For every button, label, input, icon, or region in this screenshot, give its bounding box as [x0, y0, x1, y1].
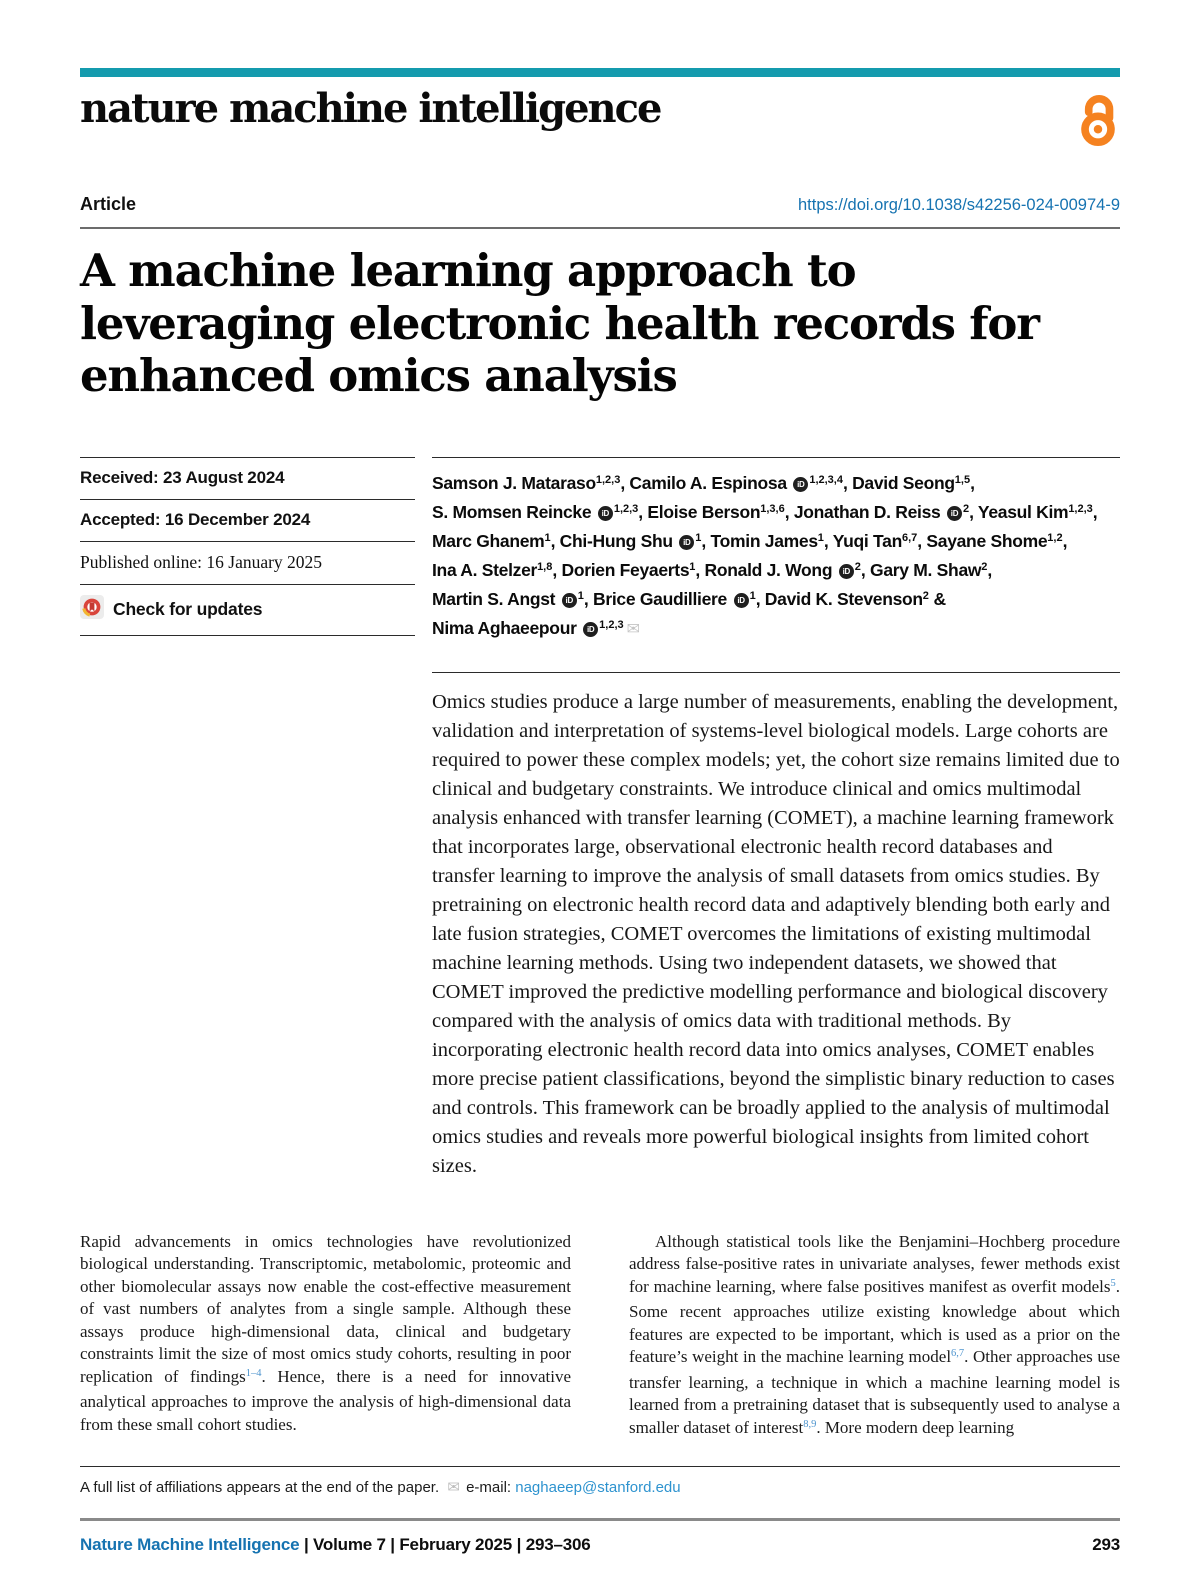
crossmark-icon: [80, 595, 104, 624]
orcid-icon[interactable]: iD: [793, 477, 808, 492]
masthead: [80, 87, 1120, 152]
received-date: Received: 23 August 2024: [80, 457, 415, 499]
affiliation-superscript: 1,2: [1047, 531, 1063, 544]
affiliation-superscript: 1,2,3: [595, 473, 621, 486]
body-column-left: [80, 1231, 571, 1443]
affiliation-superscript: 1,2,3: [599, 618, 624, 631]
body-column-right: [629, 1231, 1120, 1443]
affiliation-superscript: 1: [544, 531, 551, 544]
article-type-label: Article: [80, 194, 137, 214]
orcid-icon[interactable]: iD: [598, 506, 613, 521]
open-access-icon: [1076, 91, 1120, 152]
body-paragraph: Although statistical tools like the Benjamini–Hochberg procedure address false-positive rates in univariate analyses, fewer methods exist for machine learning, where false positives manifest as overfit models$^5$. Some recent approaches utilize existing knowledge about which features are expected to be important, which is used as a prior on the feature’s weight in the machine learning model$^{6,7}$. Other approaches use transfer learning, a technique in which a machine learning model is learned from a pretraining dataset that is subsequently used to analyse a smaller dataset of interest$^{8,9}$. More modern deep learning: [629, 1231, 1120, 1437]
email-envelope-icon: ✉: [447, 1479, 460, 1497]
email-link[interactable]: naghaeep@stanford.edu: [515, 1479, 681, 1497]
affiliation-superscript: 1,2,3: [613, 502, 639, 515]
orcid-icon[interactable]: iD: [839, 564, 854, 579]
affiliation-superscript: 6,7: [901, 531, 918, 544]
affiliation-superscript: 1: [695, 531, 702, 544]
footer-pages: 293–306: [525, 1535, 591, 1555]
journal-logo: nature machine intelligence: [80, 85, 661, 132]
author-list: [432, 457, 1120, 644]
author-line: Marc Ghanem$^1$, Chi-Hung Shu iD $^1$, Tomin James$^1$, Yuqi Tan$^{6,7}$, Sayane Shome$^{1,2}$,: [432, 530, 1068, 551]
accepted-date: Accepted: 16 December 2024: [80, 499, 415, 541]
check-for-updates-button[interactable]: [80, 584, 415, 636]
orcid-icon[interactable]: iD: [562, 593, 577, 608]
footer-divider: [80, 1518, 1120, 1521]
author-line: S. Momsen Reincke iD $^{1,2,3}$, Eloise Berson$^{1,3,6}$, Jonathan D. Reiss iD $^2$, Yeasul Kim$^{1,2,3}$,: [432, 501, 1098, 522]
footer-journal-link[interactable]: Nature Machine Intelligence: [80, 1535, 300, 1555]
reference-link[interactable]: 5: [1110, 1277, 1116, 1289]
affiliation-superscript: 1: [577, 589, 584, 602]
footer-issue-date: February 2025: [399, 1535, 513, 1555]
check-for-updates-label[interactable]: Check for updates: [113, 598, 263, 619]
author-line: Martin S. Angst iD $^1$, Brice Gaudilliere iD $^1$, David K. Stevenson$^2$ &: [432, 588, 946, 609]
affiliation-superscript: 1: [749, 589, 756, 602]
affiliation-superscript: 2: [854, 560, 861, 573]
reference-link[interactable]: 6,7: [951, 1348, 965, 1360]
affiliations-footnote: [80, 1466, 1120, 1496]
article-header: [80, 194, 1120, 229]
meta-and-authors: [80, 457, 1120, 644]
body-columns: [80, 1231, 1120, 1443]
affiliation-superscript: 2: [963, 502, 970, 515]
page-number: 293: [1092, 1535, 1120, 1555]
dates-column: [80, 457, 415, 644]
author-line: Nima Aghaeepour iD $^{1,2,3}$ ✉: [432, 617, 640, 638]
journal-brand-bar: [80, 68, 1120, 77]
body-paragraph: Rapid advancements in omics technologies have revolutionized biological understanding. Transcriptomic, metabolomic, proteomic and other biomolecular assays now enable the cost-effective measurement of vast numbers of analytes from a single sample. Although these assays produce high-dimensional data, clinical and budgetary constraints limit the size of most omics study cohorts, resulting in poor replication of findings$^{1-4}$. Hence, there is a need for innovative analytical approaches to improve the analysis of high-dimensional data from these small cohort studies.: [80, 1231, 571, 1434]
orcid-icon[interactable]: iD: [734, 593, 749, 608]
affiliation-superscript: 1,5: [954, 473, 971, 486]
doi-link[interactable]: https://doi.org/10.1038/s42256-024-00974-9: [798, 196, 1120, 214]
article-title: A machine learning approach to leveraging electronic health records for enhanced omics analysis: [80, 244, 1039, 403]
reference-link[interactable]: 8,9: [803, 1418, 817, 1430]
orcid-icon[interactable]: iD: [947, 506, 962, 521]
affiliation-superscript: 1: [689, 560, 696, 573]
abstract-text: Omics studies produce a large number of measurements, enabling the development, validation and interpretation of systems-level biological models. Large cohorts are required to power these complex models; yet, the cohort size remains limited due to clinical and budgetary constraints. We introduce clinical and omics multimodal analysis enhanced with transfer learning (COMET), a machine learning framework that incorporates large, observational electronic health record databases and transfer learning to improve the analysis of small datasets from omics studies. By pretraining on electronic health record data and adaptively blending both early and late fusion strategies, COMET overcomes the limitations of existing multimodal machine learning methods. Using two independent datasets, we showed that COMET improved the predictive modelling performance and biological discovery compared with the analysis of omics data with traditional methods. By incorporating electronic health record data into omics analyses, COMET enables more precise patient classifications, beyond the simplistic binary reduction to cases and controls. This framework can be broadly applied to the analysis of multimodal omics studies and reveals more powerful biological insights from limited cohort sizes.: [432, 690, 1120, 1177]
reference-link[interactable]: 1–4: [245, 1367, 262, 1379]
page-footer: [80, 1535, 1120, 1555]
affiliation-superscript: 2: [922, 589, 929, 602]
orcid-icon[interactable]: iD: [583, 622, 598, 637]
affiliation-superscript: 1,2,3: [1068, 502, 1093, 515]
footer-volume: Volume 7: [313, 1535, 386, 1555]
abstract-section: [432, 672, 1120, 1181]
affiliation-superscript: 2: [981, 560, 988, 573]
email-label: e-mail:: [466, 1479, 512, 1497]
affiliations-note: A full list of affiliations appears at the end of the paper.: [80, 1479, 440, 1497]
published-date: Published online: 16 January 2025: [80, 541, 415, 584]
affiliation-superscript: 1,8: [537, 560, 553, 573]
corresponding-author-envelope-icon[interactable]: ✉: [626, 620, 640, 638]
author-line: Ina A. Stelzer$^{1,8}$, Dorien Feyaerts$^1$, Ronald J. Wong iD $^2$, Gary M. Shaw$^2$,: [432, 559, 992, 580]
author-line: Samson J. Mataraso$^{1,2,3}$, Camilo A. Espinosa iD $^{1,2,3,4}$, David Seong$^{1,5}$,: [432, 472, 975, 493]
affiliation-superscript: 1,3,6: [760, 502, 785, 515]
affiliation-superscript: 1,2,3,4: [809, 473, 843, 486]
orcid-icon[interactable]: iD: [679, 535, 694, 550]
footer-citation: Nature Machine Intelligence | Volume 7 | February 2025 | 293–306: [80, 1535, 591, 1555]
affiliation-superscript: 1: [817, 531, 824, 544]
